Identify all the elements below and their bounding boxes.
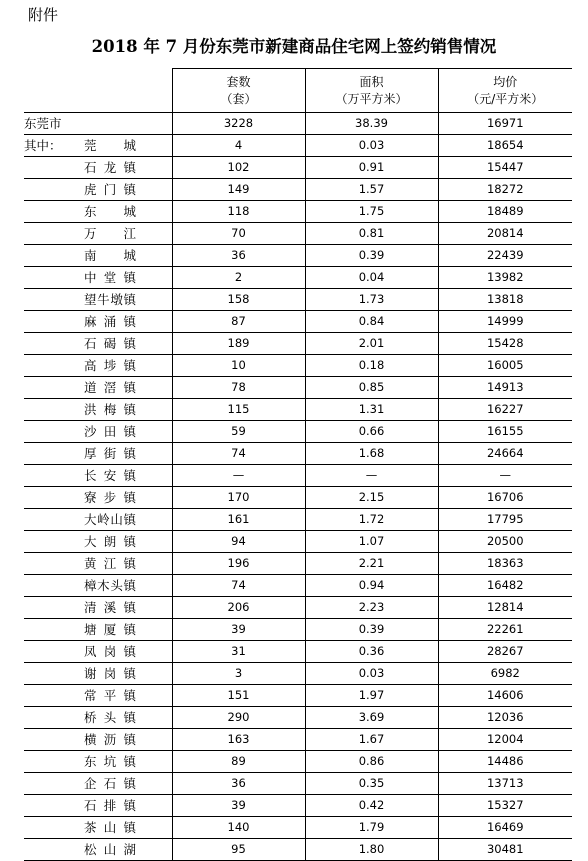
row-area: 0.91 (305, 157, 438, 179)
row-price: 18489 (438, 201, 572, 223)
col-header-unit: （套） (220, 91, 257, 106)
row-area: 0.03 (305, 135, 438, 157)
row-units: 115 (172, 399, 305, 421)
row-price: 24664 (438, 443, 572, 465)
district-name: 塘厦镇 (84, 622, 136, 637)
district-name: 道滘镇 (84, 380, 136, 395)
row-units: 3 (172, 663, 305, 685)
row-units: 36 (172, 773, 305, 795)
row-price: 16706 (438, 487, 572, 509)
row-units: 161 (172, 509, 305, 531)
row-name (24, 223, 172, 245)
district-name: 麻涌镇 (84, 314, 136, 329)
table-row (24, 333, 572, 355)
table-row (24, 751, 572, 773)
row-name (24, 817, 172, 839)
row-area: 0.39 (305, 245, 438, 267)
row-area: 2.21 (305, 553, 438, 575)
row-area: 0.86 (305, 751, 438, 773)
table-row (24, 421, 572, 443)
district-name: 长安镇 (84, 468, 136, 483)
table-row (24, 641, 572, 663)
row-area: 1.75 (305, 201, 438, 223)
row-name (24, 509, 172, 531)
row-name (24, 333, 172, 355)
district-name: 大岭山镇 (84, 512, 136, 527)
row-units: 102 (172, 157, 305, 179)
row-price: 12004 (438, 729, 572, 751)
district-name: 南城 (84, 248, 136, 263)
row-name (24, 795, 172, 817)
row-price: 16482 (438, 575, 572, 597)
district-name: 石碣镇 (84, 336, 136, 351)
row-area: 0.35 (305, 773, 438, 795)
row-area: 1.07 (305, 531, 438, 553)
row-units: 151 (172, 685, 305, 707)
district-name: 常平镇 (84, 688, 136, 703)
row-price: 18272 (438, 179, 572, 201)
row-name (24, 773, 172, 795)
row-area: 1.68 (305, 443, 438, 465)
row-name (24, 641, 172, 663)
district-name: 樟木头镇 (84, 578, 136, 593)
table-row (24, 465, 572, 487)
row-area: 0.66 (305, 421, 438, 443)
district-name: 中堂镇 (84, 270, 136, 285)
row-area: 0.18 (305, 355, 438, 377)
row-units: 3228 (172, 113, 305, 135)
district-name: 厚街镇 (84, 446, 136, 461)
row-price: 30481 (438, 839, 572, 861)
row-name (24, 157, 172, 179)
col-header-label: 面积 (359, 74, 384, 89)
row-area: 2.15 (305, 487, 438, 509)
row-price: 13818 (438, 289, 572, 311)
sales-table (24, 68, 572, 861)
district-name: 莞城 (84, 138, 136, 153)
row-name (24, 685, 172, 707)
table-row (24, 553, 572, 575)
row-name (24, 575, 172, 597)
row-price: 16005 (438, 355, 572, 377)
row-units: 36 (172, 245, 305, 267)
row-units: 196 (172, 553, 305, 575)
row-name (24, 267, 172, 289)
row-area: 1.97 (305, 685, 438, 707)
row-units: 189 (172, 333, 305, 355)
row-area: 1.79 (305, 817, 438, 839)
district-name: 石龙镇 (84, 160, 136, 175)
table-row (24, 289, 572, 311)
col-header-area (305, 69, 438, 113)
district-name: 沙田镇 (84, 424, 136, 439)
table-row (24, 267, 572, 289)
row-name (24, 421, 172, 443)
row-name: 东莞市 (24, 113, 172, 135)
table-row (24, 663, 572, 685)
row-price: 12814 (438, 597, 572, 619)
col-header-label: 套数 (226, 74, 251, 89)
table-row (24, 399, 572, 421)
table-row (24, 179, 572, 201)
district-name: 望牛墩镇 (84, 292, 136, 307)
row-units: 74 (172, 443, 305, 465)
table-row (24, 157, 572, 179)
district-name: 万江 (84, 226, 136, 241)
row-price: 15428 (438, 333, 572, 355)
row-units: 87 (172, 311, 305, 333)
row-area: 0.94 (305, 575, 438, 597)
row-price: 17795 (438, 509, 572, 531)
row-area: — (305, 465, 438, 487)
row-units: 163 (172, 729, 305, 751)
row-name (24, 707, 172, 729)
row-name (24, 751, 172, 773)
table-row (24, 443, 572, 465)
table-header-row (24, 69, 572, 113)
row-name (24, 597, 172, 619)
table-row (24, 817, 572, 839)
header-corner (24, 69, 172, 113)
table-row (24, 619, 572, 641)
row-price: 15447 (438, 157, 572, 179)
row-units: 290 (172, 707, 305, 729)
table-row-total (24, 113, 572, 135)
table-row (24, 597, 572, 619)
row-name (24, 289, 172, 311)
row-name (24, 355, 172, 377)
row-units: 59 (172, 421, 305, 443)
row-area: 0.84 (305, 311, 438, 333)
row-units: 74 (172, 575, 305, 597)
row-price: 15327 (438, 795, 572, 817)
row-units: 10 (172, 355, 305, 377)
table-row (24, 575, 572, 597)
row-price: 14486 (438, 751, 572, 773)
row-units: 4 (172, 135, 305, 157)
row-units: 31 (172, 641, 305, 663)
row-units: 70 (172, 223, 305, 245)
row-area: 1.31 (305, 399, 438, 421)
district-name: 大朗镇 (84, 534, 136, 549)
row-name (24, 465, 172, 487)
row-area: 1.67 (305, 729, 438, 751)
table-row (24, 509, 572, 531)
table-row (24, 729, 572, 751)
row-price: 20814 (438, 223, 572, 245)
row-name (24, 487, 172, 509)
row-units: 89 (172, 751, 305, 773)
row-price: 14999 (438, 311, 572, 333)
row-price: 22261 (438, 619, 572, 641)
row-name (24, 531, 172, 553)
row-units: 140 (172, 817, 305, 839)
row-name (24, 399, 172, 421)
col-header-price (438, 69, 572, 113)
row-name (24, 135, 172, 157)
row-price: 16971 (438, 113, 572, 135)
row-area: 0.42 (305, 795, 438, 817)
district-name: 高埗镇 (84, 358, 136, 373)
table-row (24, 773, 572, 795)
row-name (24, 553, 172, 575)
district-name: 石排镇 (84, 798, 136, 813)
col-header-unit: （万平方米） (335, 91, 408, 106)
row-area: 1.57 (305, 179, 438, 201)
row-price: 16155 (438, 421, 572, 443)
row-units: 94 (172, 531, 305, 553)
row-price: 16469 (438, 817, 572, 839)
row-area: 0.81 (305, 223, 438, 245)
table-row (24, 487, 572, 509)
row-name (24, 619, 172, 641)
row-units: 95 (172, 839, 305, 861)
row-area: 38.39 (305, 113, 438, 135)
table-row (24, 223, 572, 245)
row-area: 0.36 (305, 641, 438, 663)
row-price: 18363 (438, 553, 572, 575)
district-name: 桥头镇 (84, 710, 136, 725)
row-units: — (172, 465, 305, 487)
district-name: 谢岗镇 (84, 666, 136, 681)
district-name: 企石镇 (84, 776, 136, 791)
row-units: 149 (172, 179, 305, 201)
row-name (24, 729, 172, 751)
row-units: 158 (172, 289, 305, 311)
row-units: 170 (172, 487, 305, 509)
district-name: 黄江镇 (84, 556, 136, 571)
row-name (24, 839, 172, 861)
row-name (24, 377, 172, 399)
sub-prefix: 其中： (24, 138, 62, 153)
row-units: 78 (172, 377, 305, 399)
district-name: 寮步镇 (84, 490, 136, 505)
row-name (24, 245, 172, 267)
row-name (24, 311, 172, 333)
row-area: 1.80 (305, 839, 438, 861)
row-price: 14606 (438, 685, 572, 707)
table-row (24, 685, 572, 707)
district-name: 东城 (84, 204, 136, 219)
row-name (24, 179, 172, 201)
table-row (24, 135, 572, 157)
row-price: 14913 (438, 377, 572, 399)
col-header-units (172, 69, 305, 113)
district-name: 洪梅镇 (84, 402, 136, 417)
col-header-label: 均价 (493, 74, 518, 89)
row-price: 6982 (438, 663, 572, 685)
table-row (24, 839, 572, 861)
district-name: 茶山镇 (84, 820, 136, 835)
table-row (24, 245, 572, 267)
row-price: 13713 (438, 773, 572, 795)
row-area: 2.23 (305, 597, 438, 619)
attachment-label: 附件 (28, 6, 59, 24)
table-row (24, 311, 572, 333)
district-name: 横沥镇 (84, 732, 136, 747)
table-row (24, 201, 572, 223)
table-row (24, 377, 572, 399)
row-area: 2.01 (305, 333, 438, 355)
district-name: 凤岗镇 (84, 644, 136, 659)
row-area: 0.04 (305, 267, 438, 289)
row-price: 16227 (438, 399, 572, 421)
row-units: 39 (172, 795, 305, 817)
row-price: — (438, 465, 572, 487)
row-price: 12036 (438, 707, 572, 729)
row-price: 13982 (438, 267, 572, 289)
table-row (24, 531, 572, 553)
row-units: 2 (172, 267, 305, 289)
district-name: 松山湖 (84, 842, 136, 857)
row-price: 28267 (438, 641, 572, 663)
row-area: 1.72 (305, 509, 438, 531)
row-name (24, 443, 172, 465)
row-units: 118 (172, 201, 305, 223)
table-row (24, 707, 572, 729)
page-title: 2018 年 7 月份东莞市新建商品住宅网上签约销售情况 (91, 37, 497, 56)
district-name: 虎门镇 (84, 182, 136, 197)
row-area: 3.69 (305, 707, 438, 729)
row-price: 20500 (438, 531, 572, 553)
district-name: 清溪镇 (84, 600, 136, 615)
col-header-unit: （元/平方米） (467, 91, 544, 106)
row-area: 0.85 (305, 377, 438, 399)
table-row (24, 795, 572, 817)
row-units: 206 (172, 597, 305, 619)
row-name (24, 663, 172, 685)
table-row (24, 355, 572, 377)
row-price: 22439 (438, 245, 572, 267)
row-area: 0.03 (305, 663, 438, 685)
row-price: 18654 (438, 135, 572, 157)
row-units: 39 (172, 619, 305, 641)
district-name: 东坑镇 (84, 754, 136, 769)
row-area: 0.39 (305, 619, 438, 641)
row-name (24, 201, 172, 223)
row-area: 1.73 (305, 289, 438, 311)
